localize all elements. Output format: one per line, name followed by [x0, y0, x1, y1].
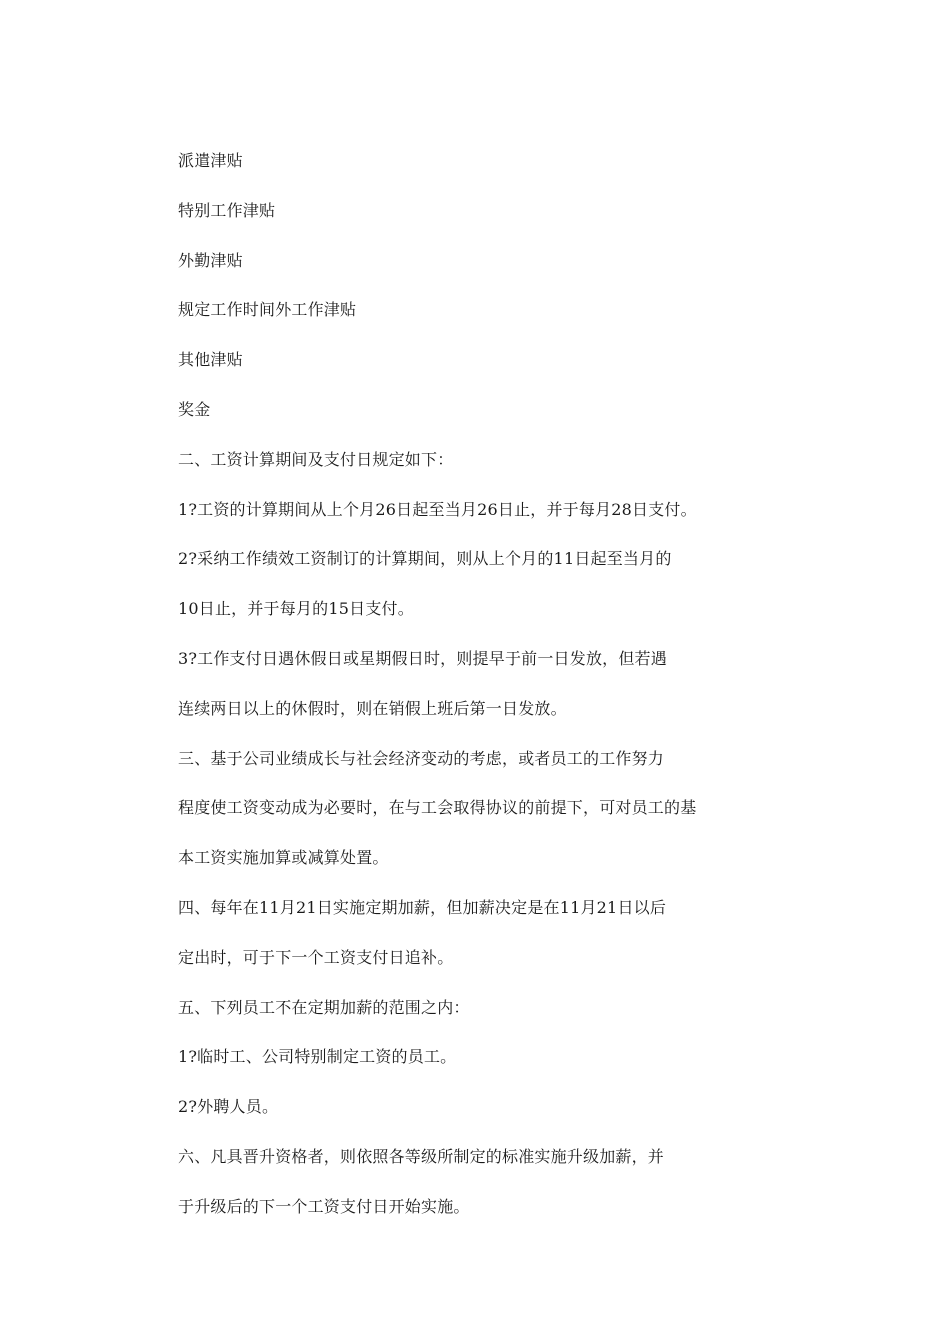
text-line: 程度使工资变动成为必要时，在与工会取得协议的前提下，可对员工的基 [178, 798, 697, 818]
document-body [178, 147, 778, 1243]
text-line: 特别工作津贴 [178, 200, 276, 220]
text-line: 3?工作支付日遇休假日或星期假日时，则提早于前一日发放，但若遇 [178, 648, 667, 668]
section-heading: 四、每年在11月21日实施定期加薪，但加薪决定是在11月21日以后 [178, 897, 667, 917]
text-line: 1?工资的计算期间从上个月26日起至当月26日止，并于每月28日支付。 [178, 499, 697, 519]
text-line: 连续两日以上的休假时，则在销假上班后第一日发放。 [178, 698, 567, 718]
text-line: 10日止，并于每月的15日支付。 [178, 599, 414, 619]
text-line: 奖金 [178, 399, 211, 419]
text-line: 本工资实施加算或减算处置。 [178, 848, 389, 868]
text-line: 外勤津贴 [178, 250, 243, 270]
section-heading: 三、基于公司业绩成长与社会经济变动的考虑，或者员工的工作努力 [178, 748, 665, 768]
text-line: 2?外聘人员。 [178, 1097, 279, 1117]
text-line: 其他津贴 [178, 350, 243, 370]
text-line: 规定工作时间外工作津贴 [178, 300, 357, 320]
section-heading: 六、凡具晋升资格者，则依照各等级所制定的标准实施升级加薪，并 [178, 1146, 665, 1166]
text-line: 定出时，可于下一个工资支付日追补。 [178, 947, 454, 967]
text-line: 2?采纳工作绩效工资制订的计算期间，则从上个月的11日起至当月的 [178, 549, 672, 569]
text-line: 1?临时工、公司特别制定工资的员工。 [178, 1047, 457, 1067]
section-heading: 二、工资计算期间及支付日规定如下： [178, 449, 454, 469]
text-line: 于升级后的下一个工资支付日开始实施。 [178, 1196, 470, 1216]
text-line: 派遣津贴 [178, 151, 243, 170]
section-heading: 五、下列员工不在定期加薪的范围之内： [178, 997, 470, 1017]
